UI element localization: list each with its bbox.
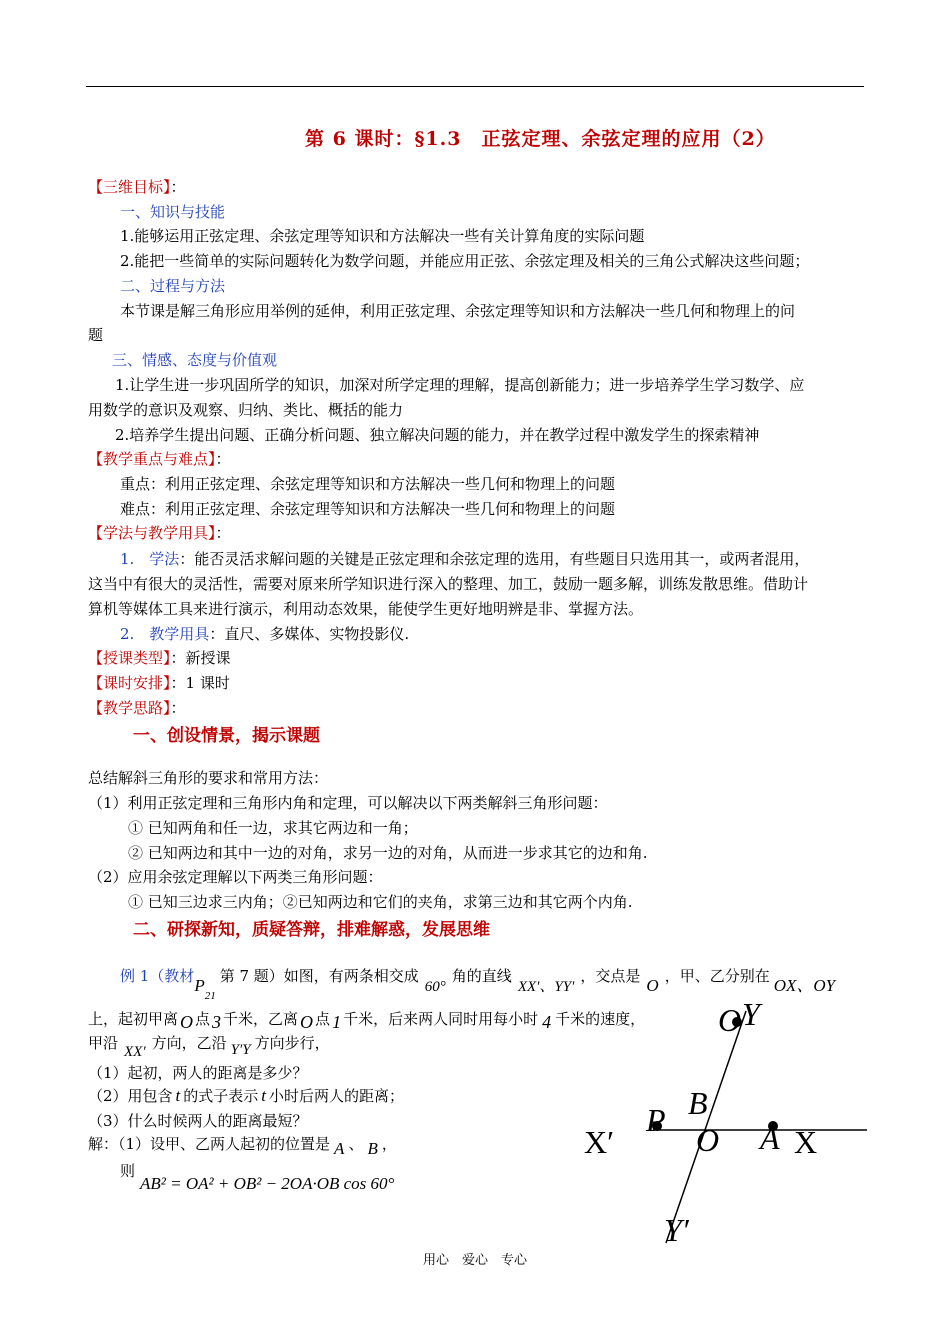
cosine-formula: AB² = OA² + OB² − 2OA·OB cos 60° [140,1174,395,1193]
fig-label-A: A [760,1120,780,1156]
lesson-type: 【授课类型】：新授课 [88,649,231,667]
then-label: 则 [120,1162,136,1180]
solution-line: 解：（1）设甲、乙两人起初的位置是 A 、 B ， [88,1135,397,1158]
schedule: 【课时安排】：1 课时 [88,674,230,692]
goals-header: 【三维目标】： [88,178,186,196]
example1-line1: 例 1（教材$P_{21}$第 7 题）如图，有两条相交成60°角的直线XX′、YY′，交点是 O ，甲、乙分别在 OX、OY [120,967,836,1002]
question-3: （3）什么时候两人的距离最短？ [88,1112,308,1130]
section1-item1a: ① 已知两角和任一边，求其它两边和一角； [128,819,418,837]
goal-p2: 题 [88,326,104,344]
fig-label-X-prime: X′ [584,1124,615,1160]
keypoints-header: 【教学重点与难点】： [88,450,231,468]
section2-heading: 二、研探新知，质疑答辩，排难解惑，发展思维 [133,920,490,940]
section1-item2: （2）应用余弦定理解以下两类三角形问题： [88,868,383,886]
teaching-approach: 【教学思路】： [88,699,186,717]
section1-item1b: ② 已知两边和其中一边的对角，求另一边的对角，从而进一步求其它的边和角. [128,844,648,862]
method-1-line-c: 算机等媒体工具来进行演示，利用动态效果，能使学生更好地明辨是非、掌握方法。 [88,600,644,618]
section1-item2a: ① 已知三边求三内角；②已知两边和它们的夹角，求第三边和其它两个内角. [128,893,633,911]
fig-label-X: X [794,1124,818,1160]
method-2-line: 2. 教学用具：直尺、多媒体、实物投影仪. [120,625,410,643]
fig-label-B: B [688,1085,708,1121]
fig-label-P: P [646,1102,666,1138]
fig-label-O: O [696,1122,720,1158]
method-1-line-b: 这当中有很大的灵活性，需要对原来所学知识进行深入的整理、加工，鼓励一题多解，训练发散思维。借助计 [88,575,809,593]
example1-line3: 甲沿 XX′ 方向，乙沿 Y′Y 方向步行， [88,1034,330,1060]
question-1: （1）起初，两人的距离是多少？ [88,1064,308,1082]
fig-label-Y-prime: Y′ [664,1212,689,1248]
fig-label-O-top: O [718,1002,742,1038]
difficulty-line: 难点：利用正弦定理、余弦定理等知识和方法解决一些几何和物理上的问题 [120,500,616,518]
goal-e1a: 1.让学生进一步巩固所学的知识，加深对所学定理的理解，提高创新能力；进一步培养学生学习数学、应 [115,376,805,394]
goal-k2: 2.能把一些简单的实际问题转化为数学问题，并能应用正弦、余弦定理及相关的三角公式解决这些问题； [120,252,810,270]
goal-k1: 1.能够运用正弦定理、余弦定理等知识和方法解决一些有关计算角度的实际问题 [120,227,645,245]
goal-e1b: 用数学的意识及观察、归纳、类比、概括的能力 [88,401,404,419]
question-2: （2）用包含 t 的式子表示 t 小时后两人的距离； [88,1086,405,1105]
page-title: 第 6 课时：§1.3 正弦定理、余弦定理的应用（2） [305,128,776,150]
methods-header: 【学法与教学用具】： [88,524,231,542]
method-1-line-a: 1. 学法：能否灵活求解问题的关键是正弦定理和余弦定理的选用，有些题目只选用其一，或两者混用， [120,550,810,568]
goals-sub-process: 二、过程与方法 [120,277,226,295]
section1-heading: 一、创设情景，揭示课题 [133,726,320,746]
section1-intro: 总结解斜三角形的要求和常用方法： [88,769,329,787]
focus-line: 重点：利用正弦定理、余弦定理等知识和方法解决一些几何和物理上的问题 [120,475,616,493]
goals-sub-knowledge: 一、知识与技能 [120,203,226,221]
page-footer: 用心 爱心 专心 [422,1253,527,1268]
goal-p1: 本节课是解三角形应用举例的延伸，利用正弦定理、余弦定理等知识和方法解决一些几何和物理上的问 [120,302,796,320]
fig-label-Y: Y [742,996,760,1032]
section1-item1: （1）利用正弦定理和三角形内角和定理，可以解决以下两类解斜三角形问题： [88,794,608,812]
goals-sub-emotion: 三、情感、态度与价值观 [112,351,278,369]
example1-line2: 上，起初甲离 O 点 3 千米，乙离 O 点 1 千米，后来两人同时用每小时 4 千米的速度， [88,1010,646,1032]
goal-e2: 2.培养学生提出问题、正确分析问题、独立解决问题的能力，并在教学过程中激发学生的探索精神 [115,426,760,444]
